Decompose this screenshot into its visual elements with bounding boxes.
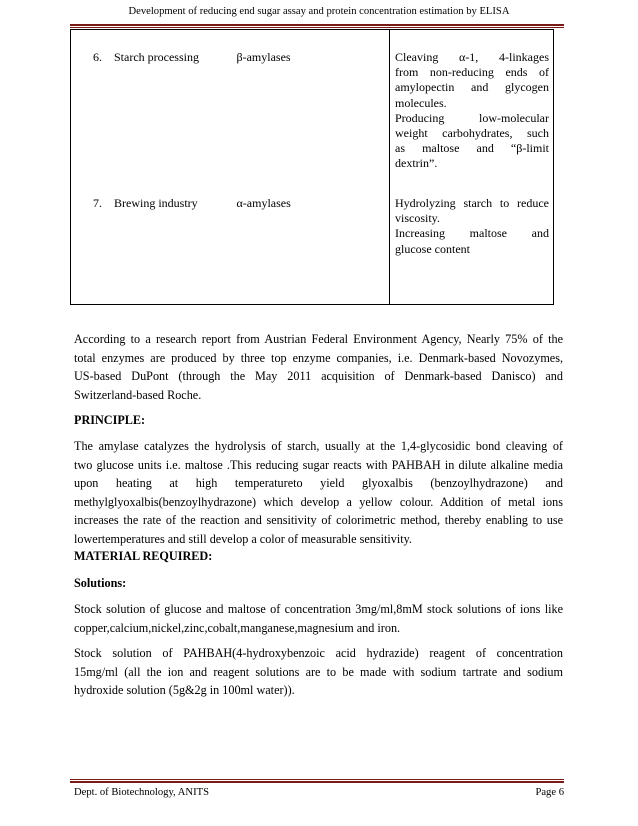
page-number: Page 6 xyxy=(535,787,564,798)
heading-material-required: MATERIAL REQUIRED: xyxy=(74,549,213,563)
enzyme-applications-table xyxy=(70,29,554,305)
header-rule-thin xyxy=(70,27,564,28)
heading-principle: PRINCIPLE: xyxy=(74,413,146,427)
table-cell-enzyme: β-amylases xyxy=(236,50,291,64)
table-cell-sector: 6. Starch processing xyxy=(93,50,199,64)
paragraph-stock-solution-1: Stock solution of glucose and maltose of concentration 3mg/ml,8mM stock solutions of ions like copper,calcium,nickel,zinc,cobalt,manganese,magnesium and iron. xyxy=(74,602,563,635)
heading-solutions: Solutions: xyxy=(74,576,127,590)
table-row xyxy=(71,30,554,194)
table-cell-enzyme: α-amylases xyxy=(236,196,291,210)
table-cell-use: Cleaving α-1, 4-linkages from non-reducing ends of amylopectin and glycogen molecules. Producing low-molecular weight carbohydrates, such as maltose and “β-limit dextrin”. xyxy=(390,30,554,194)
table-row xyxy=(71,193,554,305)
paragraph-principle: The amylase catalyzes the hydrolysis of starch, usually at the 1,4-glycosidic bond cleaving of two glucose units i.e. maltose .This reducing sugar reacts with PAHBAH in dilute alkaline media upon heating at high temperatureto yield glyoxalbis (benzoylhydrazone) and methylglyoxalbis(benzoylhydrazone) which develop a yellow colour. Addition of metal ions increases the rate of the reaction and sensitivity of colorimetric method, thereby enabling to use lowertemperatures and still develop a color of measurable sensitivity. xyxy=(74,439,563,546)
table-cell-sector: 7. Brewing industry xyxy=(93,196,198,210)
table-cell-use: Hydrolyzing starch to reduce viscosity. Increasing maltose and glucose content xyxy=(390,193,554,305)
footer-rule-thin xyxy=(70,779,564,780)
footer-rule xyxy=(70,781,564,783)
paragraph-research-report: According to a research report from Austrian Federal Environment Agency, Nearly 75% of the total enzymes are produced by three top enzyme companies, i.e. Denmark-based Novozymes, US-based DuPont (through the May 2011 acquisition of Denmark-based Danisco) and Switzerland-based Roche. xyxy=(74,332,563,402)
paragraph-stock-solution-2: Stock solution of PAHBAH(4-hydroxybenzoic acid hydrazide) reagent of concentration 15mg/ml (all the ion and reagent solutions are to be made with sodium tartrate and sodium hydroxide solution (5g&2g in 100ml water)). xyxy=(74,646,563,697)
header-rule xyxy=(70,24,564,26)
footer-department: Dept. of Biotechnology, ANITS xyxy=(74,787,209,798)
page-header-title: Development of reducing end sugar assay and protein concentration estimation by ELISA xyxy=(128,6,510,17)
